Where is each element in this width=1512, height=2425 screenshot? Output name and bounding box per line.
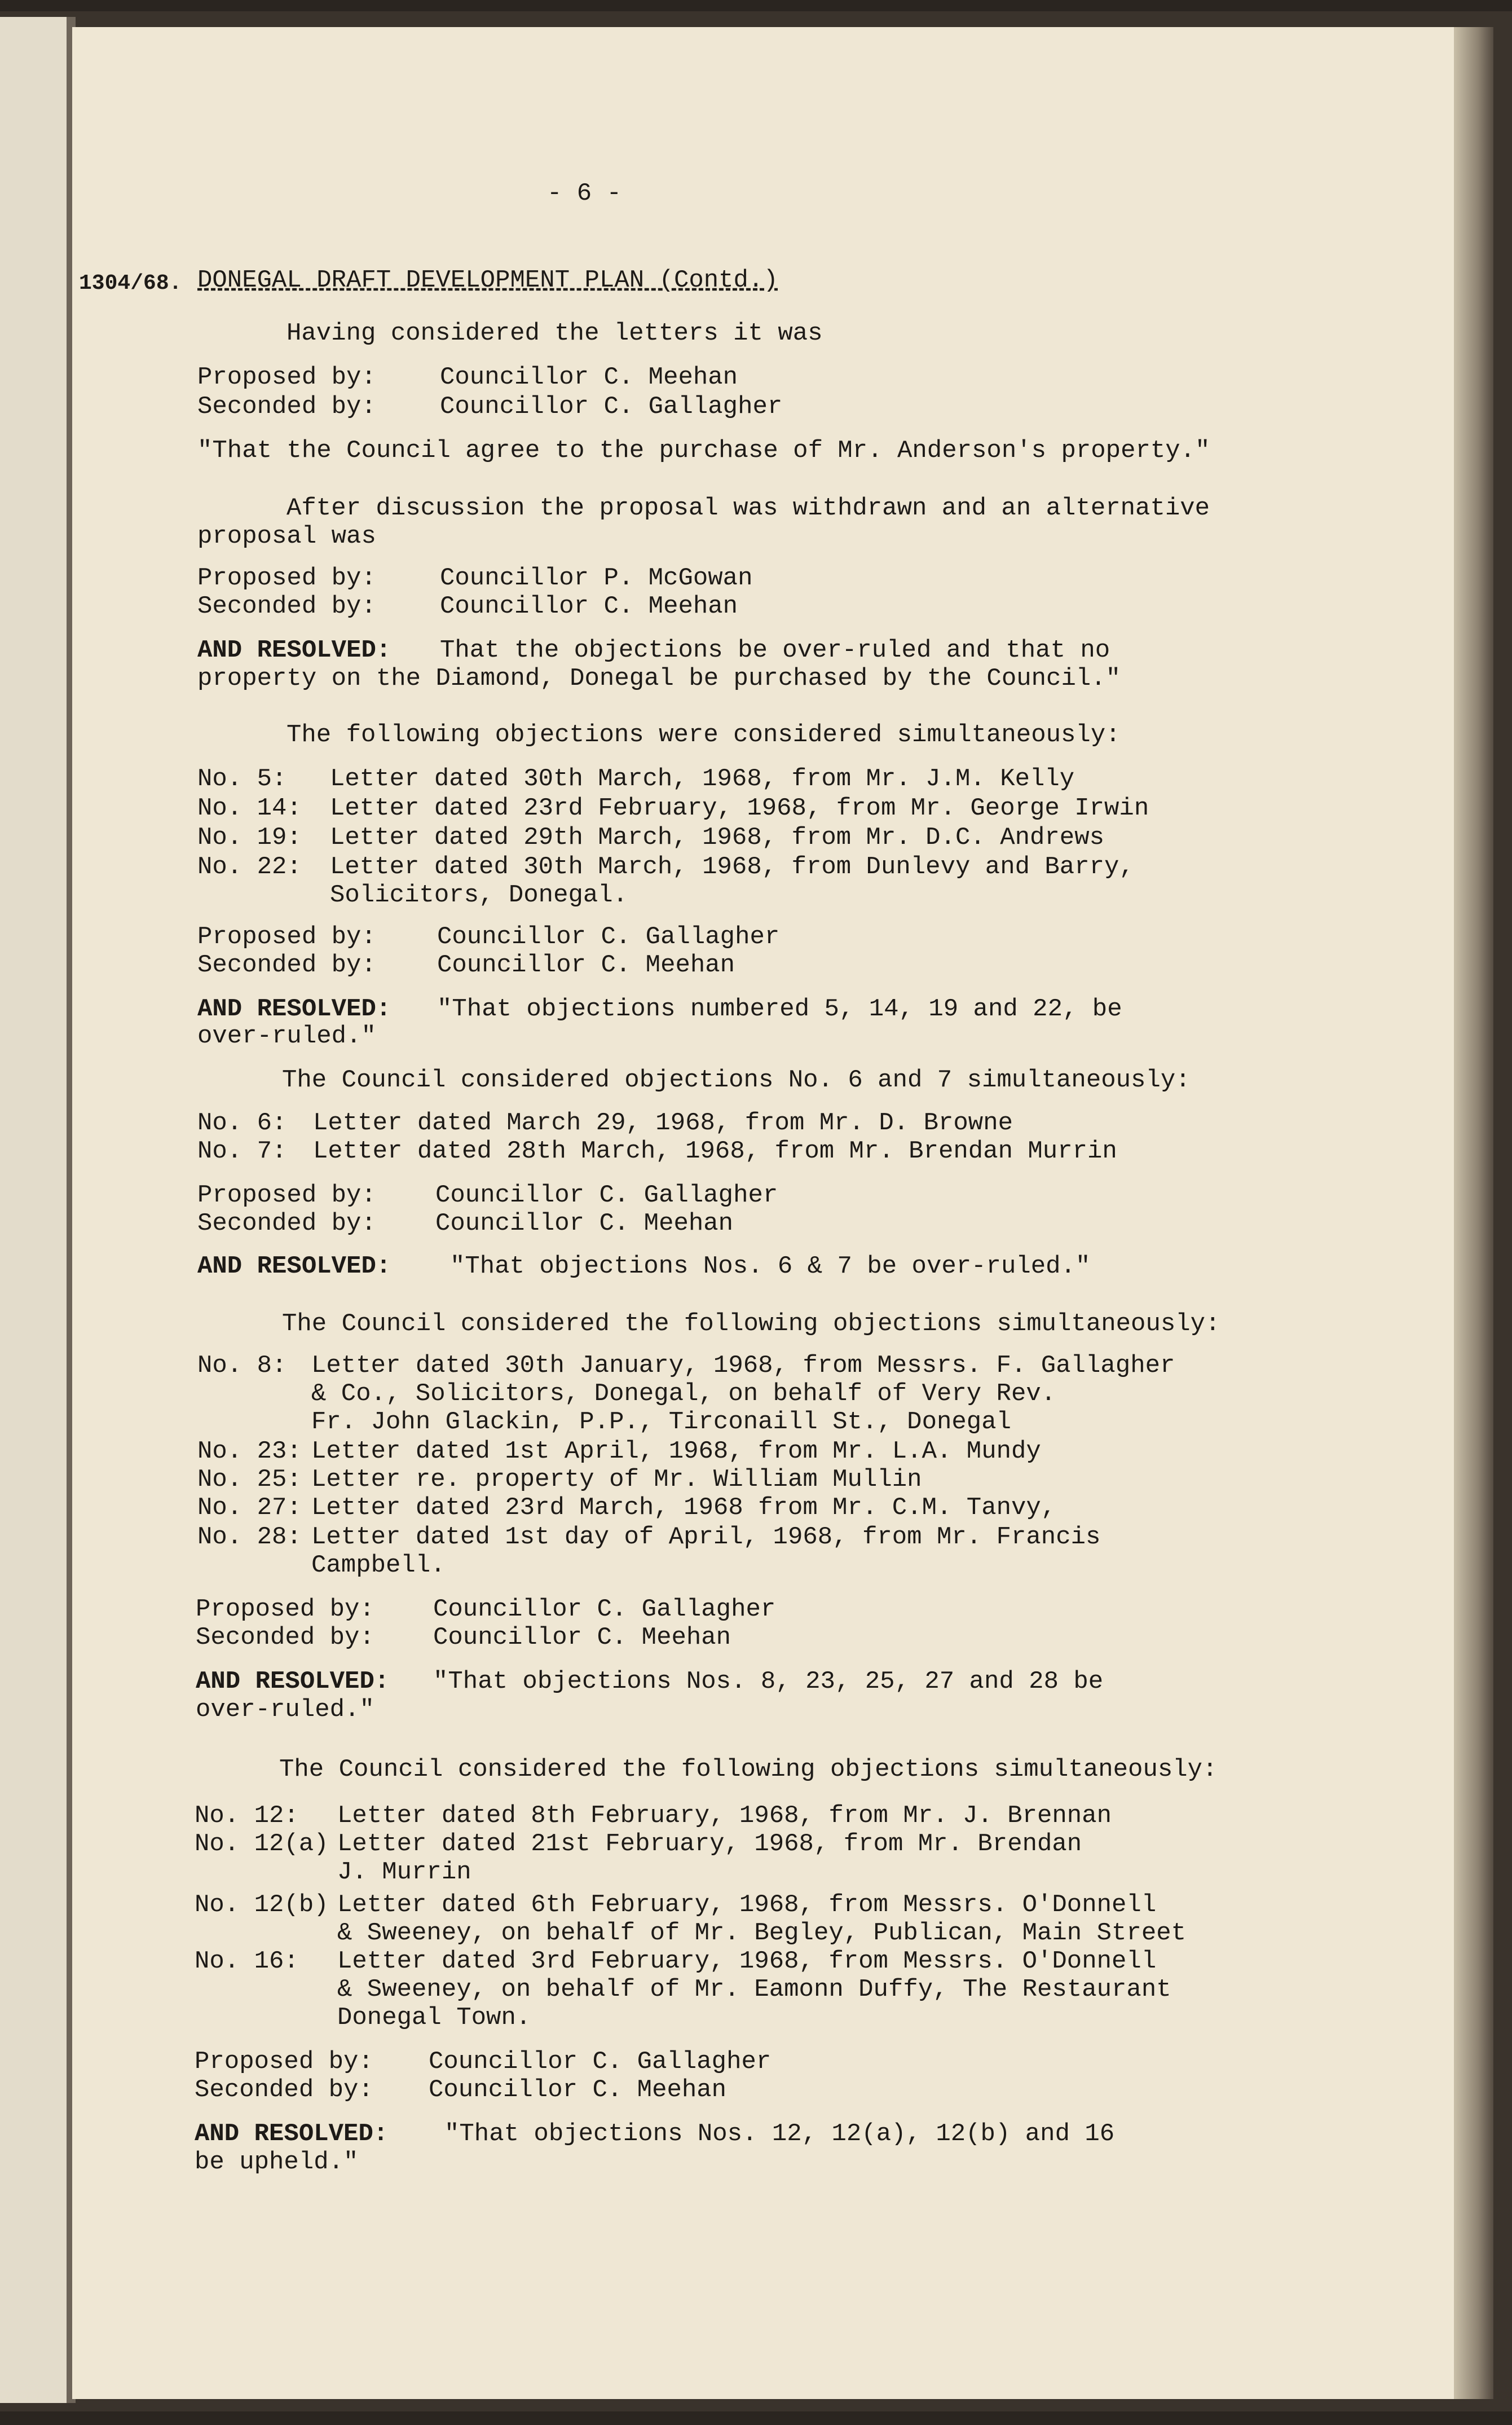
resolved-text: "That objections Nos. 12, 12(a), 12(b) and 16 [444,2120,1115,2148]
proposed-by: Councillor C. Meehan [440,363,738,391]
seconded-by: Councillor C. Meehan [433,1623,731,1652]
seconded-by: Councillor C. Meehan [437,951,735,979]
objection-text: Letter dated 29th March, 1968, from Mr. D.C. Andrews [330,824,1105,852]
withdrawn-text: proposal was [197,522,376,551]
objection-text: Letter dated 23rd March, 1968 from Mr. C.M. Tanvy, [311,1494,1056,1522]
objection-text: Letter dated 21st February, 1968, from Mr. Brendan [337,1830,1082,1858]
proposed-by: Councillor C. Gallagher [437,923,780,951]
objection-number: No. 25: [197,1465,302,1494]
objection-number: No. 12(b) [195,1891,329,1919]
objection-text: Letter dated 30th January, 1968, from Messrs. F. Gallagher [311,1352,1175,1380]
seconded-by: Councillor C. Meehan [435,1209,734,1238]
objection-text: Letter dated 1st day of April, 1968, from Mr. Francis [311,1523,1101,1551]
resolved-text: over-ruled." [196,1696,374,1724]
resolved-label: AND RESOLVED: [197,1252,391,1280]
objection-text: J. Murrin [337,1858,471,1886]
objections-intro: The Council considered the following objections simultaneously: [282,1310,1220,1338]
seconded-label: Seconded by: [195,2076,373,2104]
proposed-by: Councillor C. Gallagher [429,2048,772,2076]
objection-text: Letter dated 8th February, 1968, from Mr. J. Brennan [337,1802,1112,1830]
seconded-label: Seconded by: [197,1209,376,1238]
proposed-by: Councillor C. Gallagher [433,1595,776,1623]
objection-text: Letter dated 6th February, 1968, from Messrs. O'Donnell [337,1891,1157,1919]
seconded-label: Seconded by: [197,393,376,421]
objection-text: & Co., Solicitors, Donegal, on behalf of Very Rev. [311,1380,1056,1408]
objection-number: No. 16: [195,1947,299,1975]
objection-number: No. 19: [197,824,302,852]
objection-text: Donegal Town. [337,2004,531,2032]
section-heading: DONEGAL DRAFT DEVELOPMENT PLAN (Contd.) [197,266,778,294]
objection-number: No. 12(a) [195,1830,329,1858]
objection-number: No. 6: [197,1109,287,1137]
seconded-by: Councillor C. Gallagher [440,393,783,421]
resolved-text: "That objections Nos. 8, 23, 25, 27 and 28 be [433,1667,1104,1696]
objection-text: Letter dated 30th March, 1968, from Mr. J.M. Kelly [330,765,1075,793]
facing-page-edge [0,17,70,2403]
seconded-by: Councillor C. Meehan [429,2076,727,2104]
objection-number: No. 14: [197,794,302,822]
page-number: - 6 - [547,179,622,208]
proposed-label: Proposed by: [197,923,376,951]
proposed-by: Councillor P. McGowan [440,564,753,592]
objection-text: Letter dated March 29, 1968, from Mr. D. Browne [313,1109,1013,1137]
proposed-label: Proposed by: [195,2048,373,2076]
seconded-by: Councillor C. Meehan [440,592,738,620]
seconded-label: Seconded by: [196,1623,374,1652]
proposed-by: Councillor C. Gallagher [435,1181,778,1209]
motion-text: "That the Council agree to the purchase of Mr. Anderson's property." [197,437,1210,465]
objection-text: & Sweeney, on behalf of Mr. Begley, Publican, Main Street [337,1919,1187,1947]
proposed-label: Proposed by: [197,363,376,391]
objection-text: Letter re. property of Mr. William Mullin [311,1465,922,1494]
page-edge-shadow [1454,27,1493,2399]
objection-text: Solicitors, Donegal. [330,881,628,909]
resolved-label: AND RESOLVED: [196,1667,390,1696]
objection-text: Letter dated 3rd February, 1968, from Messrs. O'Donnell [337,1947,1157,1975]
seconded-label: Seconded by: [197,951,376,979]
objection-number: No. 28: [197,1523,302,1551]
resolved-label: AND RESOLVED: [195,2120,389,2148]
resolved-text: over-ruled." [197,1022,376,1050]
objection-text: Campbell. [311,1551,446,1579]
objection-number: No. 12: [195,1802,299,1830]
intro-text: Having considered the letters it was [286,319,823,347]
resolved-label: AND RESOLVED: [197,636,391,664]
resolved-label: AND RESOLVED: [197,995,391,1023]
seconded-label: Seconded by: [197,592,376,620]
objection-number: No. 22: [197,853,302,881]
proposed-label: Proposed by: [196,1595,374,1623]
objection-text: Letter dated 23rd February, 1968, from Mr. George Irwin [330,794,1149,822]
resolved-text: "That objections Nos. 6 & 7 be over-ruled." [450,1252,1091,1280]
objection-text: Fr. John Glackin, P.P., Tirconaill St., Donegal [311,1408,1012,1436]
objections-intro: The following objections were considered simultaneously: [286,721,1121,749]
proposed-label: Proposed by: [197,564,376,592]
resolved-text: "That objections numbered 5, 14, 19 and 22, be [437,995,1122,1023]
objection-text: Letter dated 30th March, 1968, from Dunlevy and Barry, [330,853,1134,881]
objection-text: Letter dated 28th March, 1968, from Mr. Brendan Murrin [313,1137,1117,1165]
resolved-text: property on the Diamond, Donegal be purchased by the Council." [197,664,1121,693]
proposed-label: Proposed by: [197,1181,376,1209]
objection-number: No. 7: [197,1137,287,1165]
objection-number: No. 8: [197,1352,287,1380]
resolved-text: That the objections be over-ruled and that no [440,636,1110,664]
objection-number: No. 5: [197,765,287,793]
minute-reference: 1304/68. [79,271,182,296]
withdrawn-text: After discussion the proposal was withdrawn and an alternative [286,494,1210,522]
resolved-text: be upheld." [195,2148,359,2176]
objections-intro: The Council considered objections No. 6 and 7 simultaneously: [282,1066,1191,1094]
objections-intro: The Council considered the following objections simultaneously: [279,1755,1218,1784]
objection-number: No. 23: [197,1437,302,1465]
objection-number: No. 27: [197,1494,302,1522]
objection-text: Letter dated 1st April, 1968, from Mr. L.A. Mundy [311,1437,1041,1465]
objection-text: & Sweeney, on behalf of Mr. Eamonn Duffy, The Restaurant [337,1975,1171,2004]
